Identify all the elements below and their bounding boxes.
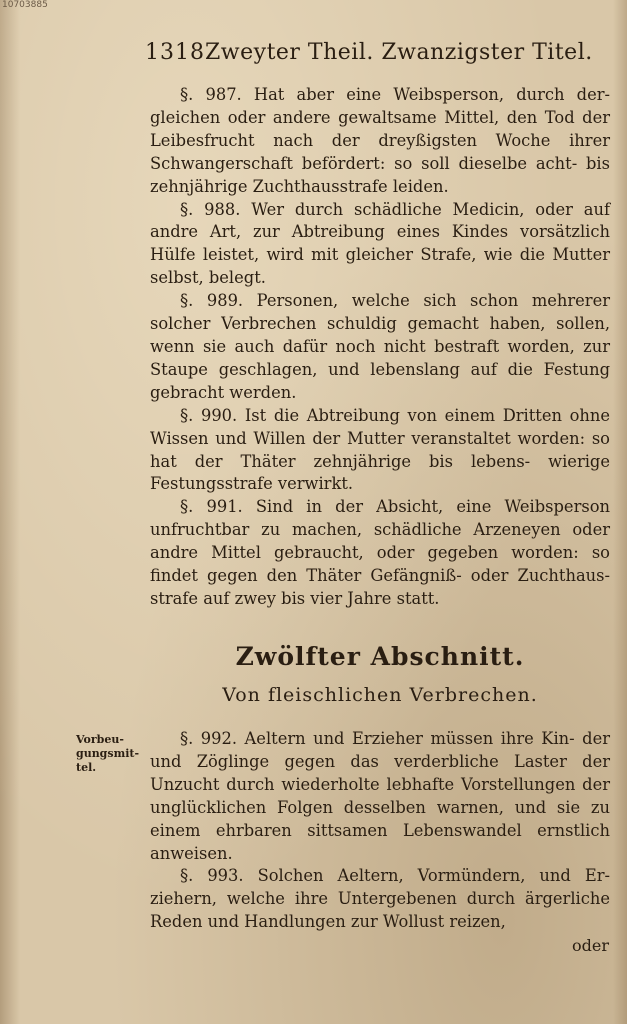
paragraph-993: §. 993. Solchen Aeltern, Vormündern, und Er- ziehern, welche ihre Untergebenen durch ärgerliche Reden und Handlungen zur Wollust reizen,: [150, 866, 610, 932]
running-head: Zweyter Theil. Zwanzigster Titel.: [205, 40, 593, 65]
section-subtitle: Von fleischlichen Verbrechen.: [222, 684, 538, 706]
section-title: Zwölfter Abschnitt.: [235, 642, 525, 671]
paragraph-988: §. 988. Wer durch schädliche Medicin, oder auf andre Art, zur Abtreibung eines Kindes vorsätzlich Hülfe leistet, wird mit gleicher Strafe, wie die Mutter selbst, belegt.: [150, 199, 610, 288]
paragraph-991: §. 991. Sind in der Absicht, eine Weibsperson unfruchtbar zu machen, schädliche Arzeneyen oder andre Mittel gebraucht, oder gegeben worden: so findet gegen den Thäter Gefängniß- oder Zuchthaus- strafe auf zwey bis vier Jahre statt.: [150, 497, 610, 608]
paragraph-989: §. 989. Personen, welche sich schon mehrerer solcher Verbrechen schuldig gemacht haben, sollen, wenn sie auch dafür noch nicht bestraft worden, zur Staupe geschlagen, und lebenslang auf die Festung gebracht werden.: [150, 291, 610, 402]
main-text-block: [150, 84, 610, 611]
page-header: [145, 40, 593, 70]
paragraph-990: §. 990. Ist die Abtreibung von einem Dritten ohne Wissen und Willen der Mutter veranstaltet worden: so hat der Thäter zehnjährige bis lebens- wierige Festungsstrafe verwirkt.: [150, 405, 610, 494]
scan-id-label: 10703885: [2, 0, 48, 10]
margin-note: Vorbeu- gungsmit- tel.: [76, 733, 140, 774]
paragraph-987: §. 987. Hat aber eine Weibsperson, durch der- gleichen oder andere gewaltsame Mittel, den Tod der Leibesfrucht nach der dreyßigsten Woche ihrer Schwangerschaft befördert: so soll dieselbe acht- bis zehnjährige Zuchthausstrafe leiden.: [150, 85, 610, 196]
section-text-block: [150, 728, 610, 934]
page-number: 1318: [145, 40, 205, 65]
catchword: oder: [572, 936, 609, 955]
paragraph-992: §. 992. Aeltern und Erzieher müssen ihre Kin- der und Zöglinge gegen das verderbliche Laster der Unzucht durch wiederholte lebhafte Vorstellungen der unglücklichen Folgen desselben warnen, und sie zu einem ehrbaren sittsamen Lebenswandel ernstlich anweisen.: [150, 729, 610, 863]
